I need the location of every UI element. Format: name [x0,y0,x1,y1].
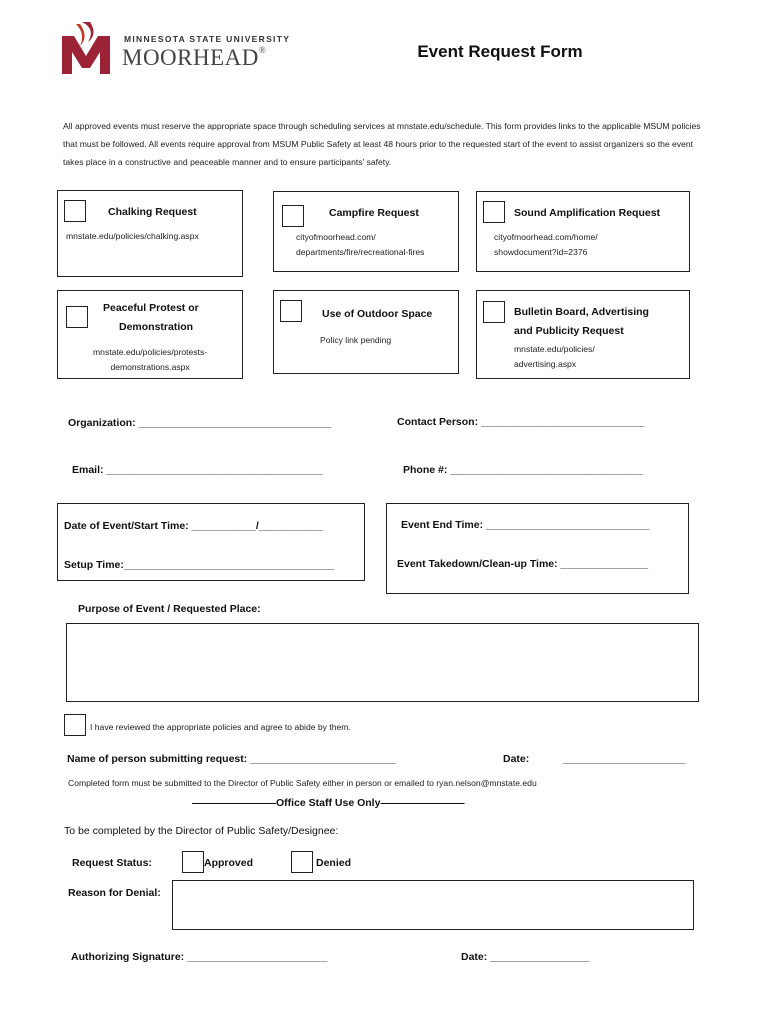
date-start-time-field[interactable]: Date of Event/Start Time: ___________/___________ [64,520,323,532]
agreement-checkbox[interactable] [64,714,86,736]
chalking-request-checkbox[interactable] [64,200,86,222]
purpose-label: Purpose of Event / Requested Place: [78,603,261,615]
denied-checkbox[interactable] [291,851,313,873]
chalking-policy-link[interactable]: mnstate.edu/policies/chalking.aspx [66,231,199,241]
sound-policy-link[interactable]: cityofmoorhead.com/home/ showdocument?id=2376 [494,232,598,257]
reason-denial-textarea[interactable] [172,880,694,930]
campfire-request-title: Campfire Request [329,207,419,219]
outdoor-space-title: Use of Outdoor Space [322,308,433,320]
event-start-box [57,503,365,581]
event-end-time-field[interactable]: Event End Time: ____________________________ [401,519,650,531]
peaceful-protest-title: Peaceful Protest or Demonstration [103,302,199,333]
reason-denial-label: Reason for Denial: [68,887,161,899]
chalking-request-box [57,190,243,277]
submitter-name-field[interactable]: Name of person submitting request: _________________________ [67,753,397,765]
outdoor-space-box [273,290,459,374]
agreement-text: I have reviewed the appropriate policies and agree to abide by them. [90,722,351,732]
contact-person-field[interactable]: Contact Person: ____________________________ [397,416,645,428]
submitter-date-label: Date: [503,753,530,765]
bulletin-board-box [476,290,690,379]
event-end-box [386,503,689,594]
sound-amplification-box [476,191,690,272]
sound-amplification-title: Sound Amplification Request [514,207,661,219]
university-name: MINNESOTA STATE UNIVERSITY [124,34,291,44]
denied-label: Denied [316,857,352,869]
bulletin-board-title: Bulletin Board, Advertising and Publicity Request [514,306,649,337]
campfire-request-checkbox[interactable] [282,205,304,227]
outdoor-space-checkbox[interactable] [280,300,302,322]
campfire-policy-link[interactable]: cityofmoorhead.com/ departments/fire/recreational-fires [296,232,425,257]
takedown-time-field[interactable]: Event Takedown/Clean-up Time: _______________ [397,558,649,570]
campfire-request-box [273,191,459,272]
campus-name: MOORHEAD® [122,45,267,70]
office-use-divider: ————————Office Staff Use Only———————— [192,797,465,809]
chalking-request-title: Chalking Request [108,206,197,218]
submitter-date-field[interactable]: _____________________ [563,753,686,765]
office-instruction: To be completed by the Director of Public Safety/Designee: [64,825,339,837]
purpose-textarea[interactable] [66,623,699,702]
peaceful-protest-box [57,290,243,379]
outdoor-space-policy-note: Policy link pending [320,335,392,345]
page-title: Event Request Form [417,42,583,61]
organization-field[interactable]: Organization: _________________________________ [68,417,332,429]
office-date-field[interactable]: Date: _________________ [461,951,590,963]
setup-time-field[interactable]: Setup Time:____________________________________ [64,559,335,571]
submission-note: Completed form must be submitted to the Director of Public Safety either in person or emailed to ryan.nelson@mnstate.edu [68,778,537,788]
bulletin-board-checkbox[interactable] [483,301,505,323]
msum-logo-icon [60,20,112,76]
bulletin-policy-link[interactable]: mnstate.edu/policies/ advertising.aspx [514,344,595,369]
phone-field[interactable]: Phone #: _________________________________ [403,464,643,476]
approved-checkbox[interactable] [182,851,204,873]
email-field[interactable]: Email: _____________________________________ [72,464,323,476]
approved-label: Approved [204,857,254,869]
intro-paragraph: All approved events must reserve the appropriate space through scheduling services at mnstate.edu/schedule. This form provides links to the applicable MSUM policies that must be followed. All events require approval from MSUM Public Safety at least 48 hours prior to the requested start of the event to assist organizers so the event takes place in a constructive and peaceable manner and to ensure participants' safety. [63,121,701,167]
protest-policy-link[interactable]: mnstate.edu/policies/protests- demonstrations.aspx [93,347,208,372]
peaceful-protest-checkbox[interactable] [66,306,88,328]
request-status-label: Request Status: [72,857,152,869]
sound-amplification-checkbox[interactable] [483,201,505,223]
authorizing-signature-field[interactable]: Authorizing Signature: ________________________ [71,951,328,963]
